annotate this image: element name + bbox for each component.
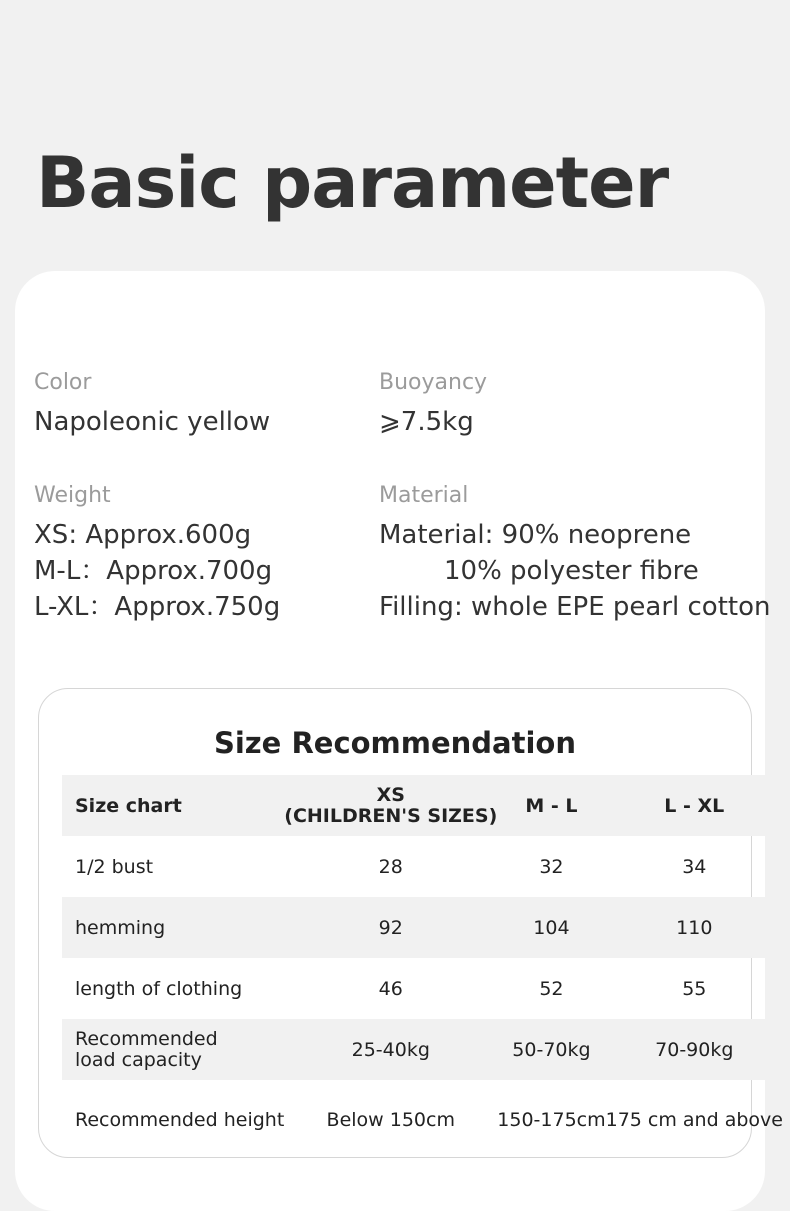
page-title: Basic parameter: [36, 142, 669, 224]
size-table: [62, 775, 783, 1160]
material-param: [379, 485, 771, 625]
cell: 104: [533, 916, 570, 939]
color-label: Color: [34, 370, 92, 395]
cell: 52: [539, 977, 564, 1000]
cell: 55: [682, 977, 707, 1000]
table-row: [62, 1019, 783, 1080]
header-xs-note: (CHILDREN'S SIZES): [284, 804, 498, 827]
cell: 50-70kg: [512, 1038, 591, 1061]
cell: 92: [378, 916, 403, 939]
row-label: [62, 1019, 284, 1080]
header-size-chart: Size chart: [75, 794, 182, 817]
buoyancy-value: ⩾7.5kg: [379, 407, 474, 437]
table-row: [62, 897, 783, 958]
weight-label: Weight: [34, 483, 111, 508]
color-value: Napoleonic yellow: [34, 407, 271, 437]
buoyancy-param: [379, 372, 487, 440]
material-label: Material: [379, 483, 469, 508]
material-line-2: 10% polyester fibre: [444, 556, 699, 586]
cell: 28: [378, 855, 403, 878]
cell: 32: [539, 855, 564, 878]
cell: 110: [676, 916, 713, 939]
cell: 175 cm and above: [605, 1109, 783, 1131]
row-label: 1/2 bust: [75, 855, 154, 878]
cell: 34: [682, 855, 707, 878]
table-header-row: [62, 775, 783, 836]
row-label: length of clothing: [75, 977, 243, 1000]
header-m-l: M - L: [525, 794, 578, 817]
row-label: hemming: [75, 916, 166, 939]
header-l-xl: L - XL: [664, 794, 725, 817]
buoyancy-label: Buoyancy: [379, 370, 488, 395]
table-row: [62, 836, 783, 897]
cell: 46: [378, 977, 403, 1000]
row-label-line-1: Recommended: [75, 1027, 218, 1050]
cell: 150-175cm: [497, 1109, 606, 1131]
material-line-3: Filling: whole EPE pearl cotton: [379, 592, 771, 622]
weight-param: [34, 485, 280, 625]
weight-m-l: M-L：Approx.700g: [34, 556, 273, 586]
size-recommendation-title: Size Recommendation: [213, 726, 577, 760]
table-row: [62, 958, 783, 1019]
weight-l-xl: L-XL：Approx.750g: [34, 592, 281, 622]
cell: Below 150cm: [326, 1109, 455, 1131]
cell: 70-90kg: [655, 1038, 734, 1061]
row-label-line-2: load capacity: [75, 1048, 202, 1071]
header-xs: [284, 775, 497, 836]
table-row: [62, 1080, 783, 1160]
row-label: Recommended height: [75, 1109, 285, 1131]
weight-xs: XS: Approx.600g: [34, 520, 252, 550]
cell: 25-40kg: [351, 1038, 430, 1061]
material-line-1: Material: 90% neoprene: [379, 520, 692, 550]
header-xs-label: XS: [376, 783, 405, 806]
color-param: [34, 372, 270, 440]
